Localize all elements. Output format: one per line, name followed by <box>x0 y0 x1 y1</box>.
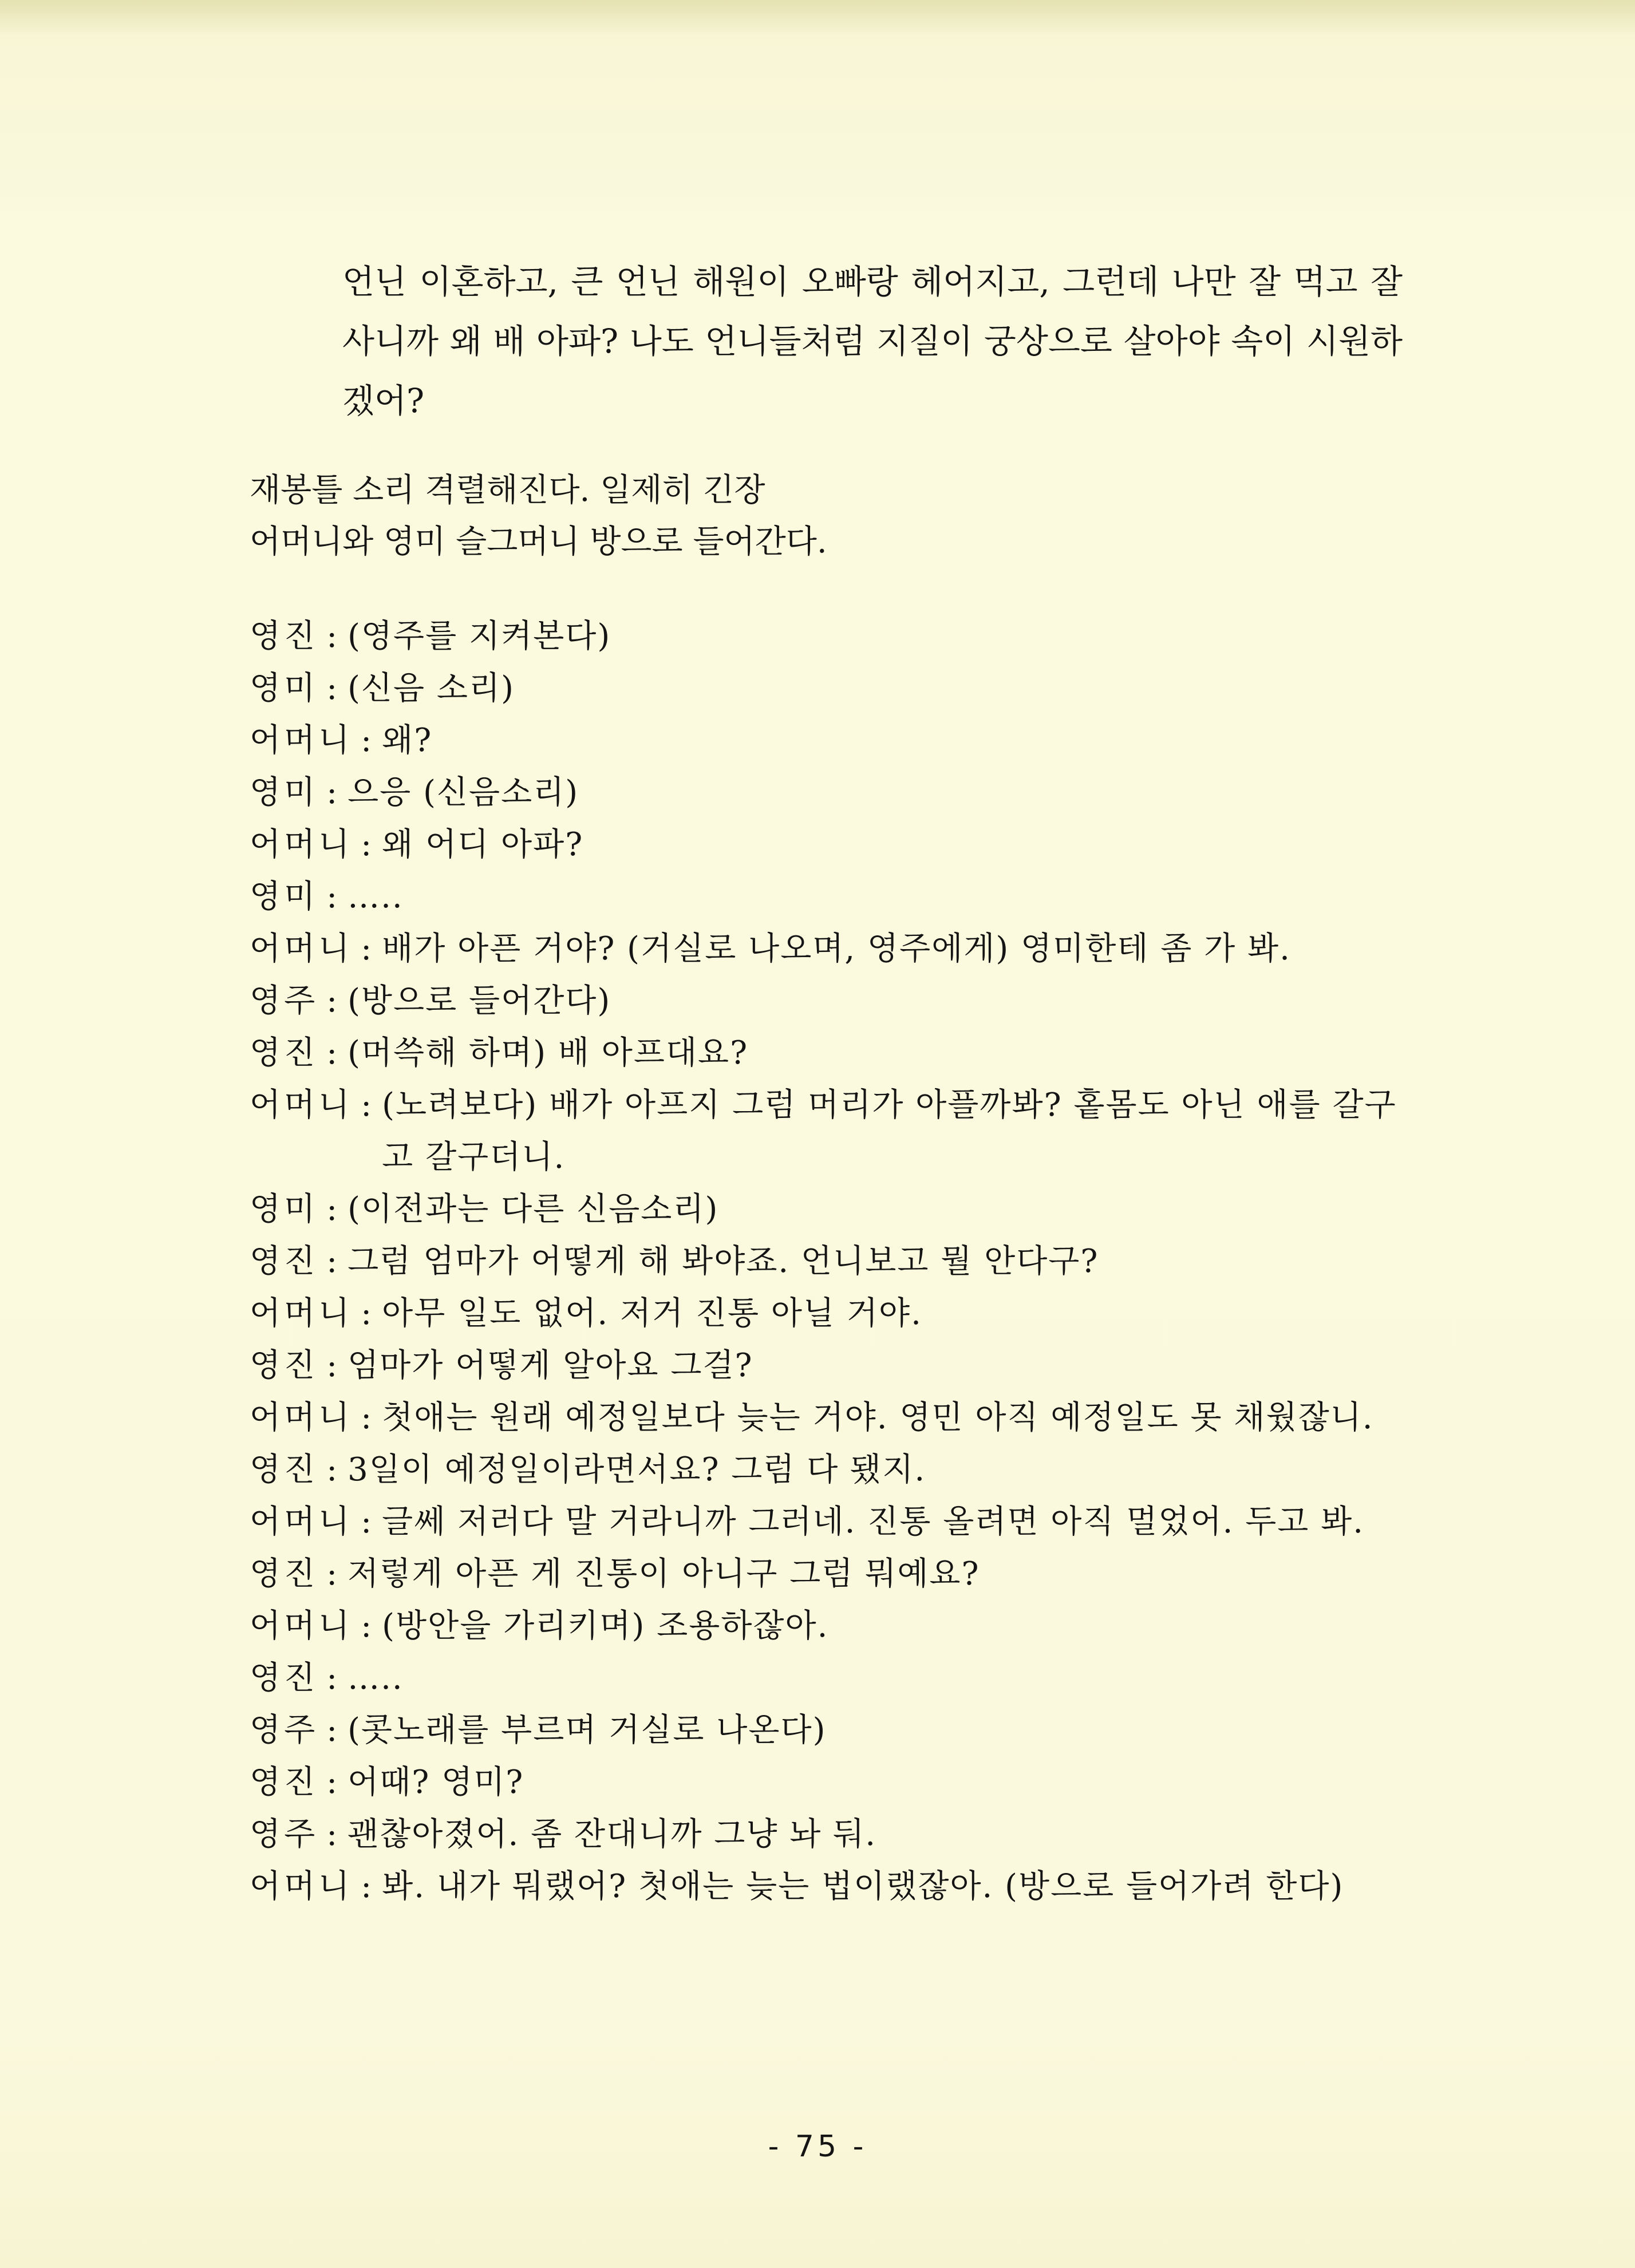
dialogue-text: (노려보다) 배가 아프지 그럼 머리가 아플까봐? 홑몸도 아닌 애를 갈구고 갈구더니. <box>382 1086 1397 1176</box>
speaker-name: 영진 <box>250 1243 319 1280</box>
dialogue-line <box>250 1496 1404 1548</box>
dialogue-text: (영주를 지켜본다) <box>347 618 611 655</box>
page-number: - 75 - <box>768 2129 867 2164</box>
speaker-name: 영진 <box>250 1034 319 1072</box>
speaker-separator: : <box>326 774 338 811</box>
dialogue-line <box>250 871 1404 923</box>
dialogue-line <box>250 1860 1404 1913</box>
speaker-name: 어머니 <box>250 1399 353 1436</box>
dialogue-line <box>250 1287 1404 1340</box>
speaker-separator: : <box>361 1399 372 1436</box>
dialogue-text: (이전과는 다른 신음소리) <box>347 1191 719 1228</box>
page-top-edge <box>0 0 1635 34</box>
dialogue-text: 배가 아픈 거야? (거실로 나오며, 영주에게) 영미한테 좀 가 봐. <box>382 930 1291 967</box>
speaker-name: 영미 <box>250 878 319 915</box>
speaker-name: 어머니 <box>250 1503 353 1540</box>
speaker-name: 어머니 <box>250 1607 353 1645</box>
speaker-name: 어머니 <box>250 722 353 759</box>
dialogue-text: 아무 일도 없어. 저거 진통 아닐 거야. <box>382 1295 922 1332</box>
dialogue-text: (신음 소리) <box>347 670 515 707</box>
speaker-name: 영진 <box>250 1659 319 1697</box>
speaker-separator: : <box>326 1764 338 1801</box>
dialogue-line <box>250 1652 1404 1704</box>
speaker-separator: : <box>326 1555 338 1593</box>
dialogue-line <box>250 1600 1404 1652</box>
dialogue-text: (머쓱해 하며) 배 아프대요? <box>347 1034 749 1072</box>
speaker-separator: : <box>326 1816 338 1853</box>
speaker-separator: : <box>326 1712 338 1749</box>
dialogue-line <box>250 819 1404 871</box>
continued-dialogue-text: 언닌 이혼하고, 큰 언닌 해원이 오빠랑 헤어지고, 그런데 나만 잘 먹고 잘 사니까 왜 배 아파? 나도 언니들처럼 지질이 궁상으로 살아야 속이 시원하겠어? <box>342 262 1403 420</box>
stage-directions <box>250 465 1395 568</box>
speaker-separator: : <box>361 826 372 863</box>
speaker-separator: : <box>326 1034 338 1072</box>
dialogue-line <box>250 1444 1404 1496</box>
speaker-name: 어머니 <box>250 1086 353 1124</box>
speaker-separator: : <box>326 1347 338 1384</box>
dialogue-line <box>250 1079 1404 1183</box>
speaker-separator: : <box>361 1295 372 1332</box>
dialogue-text: 왜? <box>382 722 433 759</box>
dialogue-text: (방안을 가리키며) 조용하잖아. <box>382 1607 829 1645</box>
dialogue-line <box>250 1027 1404 1079</box>
speaker-name: 영진 <box>250 1764 319 1801</box>
dialogue-line <box>250 1808 1404 1860</box>
speaker-separator: : <box>326 982 338 1020</box>
dialogue-text: 글쎄 저러다 말 거라니까 그러네. 진통 올려면 아직 멀었어. 두고 봐. <box>382 1503 1365 1540</box>
dialogue-text: 어때? 영미? <box>347 1764 524 1801</box>
dialogue-block <box>250 610 1404 1913</box>
dialogue-text: 으응 (신음소리) <box>347 774 579 811</box>
dialogue-text: 3일이 예정일이라면서요? 그럼 다 됐지. <box>347 1451 926 1488</box>
dialogue-text: (방으로 들어간다) <box>347 982 611 1020</box>
speaker-separator: : <box>326 878 338 915</box>
speaker-name: 영주 <box>250 982 319 1020</box>
dialogue-text: 저렇게 아픈 게 진통이 아니구 그럼 뭐예요? <box>347 1555 980 1593</box>
speaker-name: 어머니 <box>250 826 353 863</box>
speaker-name: 어머니 <box>250 930 353 967</box>
dialogue-line <box>250 1340 1404 1392</box>
dialogue-line <box>250 1392 1404 1444</box>
speaker-name: 영진 <box>250 1555 319 1593</box>
speaker-name: 어머니 <box>250 1868 353 1905</box>
dialogue-text: 괜찮아졌어. 좀 잔대니까 그냥 놔 둬. <box>347 1816 877 1853</box>
speaker-separator: : <box>361 1086 372 1124</box>
dialogue-text: ….. <box>347 1659 404 1697</box>
dialogue-text: 엄마가 어떻게 알아요 그걸? <box>347 1347 753 1384</box>
dialogue-text: 왜 어디 아파? <box>382 826 584 863</box>
speaker-separator: : <box>361 722 372 759</box>
dialogue-line <box>250 923 1404 975</box>
speaker-name: 영미 <box>250 774 319 811</box>
dialogue-line <box>250 766 1404 819</box>
dialogue-line <box>250 1704 1404 1756</box>
speaker-name: 어머니 <box>250 1295 353 1332</box>
speaker-name: 영진 <box>250 1451 319 1488</box>
speaker-separator: : <box>326 1243 338 1280</box>
speaker-separator: : <box>361 1503 372 1540</box>
dialogue-text: (콧노래를 부르며 거실로 나온다) <box>347 1712 827 1749</box>
stage-direction: 어머니와 영미 슬그머니 방으로 들어간다. <box>250 523 827 560</box>
speaker-separator: : <box>326 670 338 707</box>
dialogue-line <box>250 662 1404 714</box>
speaker-name: 영진 <box>250 618 319 655</box>
dialogue-line <box>250 1548 1404 1600</box>
dialogue-text: 봐. 내가 뭐랬어? 첫애는 늦는 법이랬잖아. (방으로 들어가려 한다) <box>382 1868 1344 1905</box>
speaker-separator: : <box>326 1451 338 1488</box>
speaker-separator: : <box>326 1659 338 1697</box>
speaker-separator: : <box>361 1868 372 1905</box>
dialogue-text: 첫애는 원래 예정일보다 늦는 거야. 영민 아직 예정일도 못 채웠잖니. <box>382 1399 1374 1436</box>
dialogue-line <box>250 1756 1404 1808</box>
dialogue-line <box>250 1183 1404 1235</box>
speaker-name: 영주 <box>250 1712 319 1749</box>
speaker-name: 영미 <box>250 1191 319 1228</box>
dialogue-line <box>250 610 1404 662</box>
dialogue-line <box>250 714 1404 766</box>
dialogue-line <box>250 975 1404 1027</box>
speaker-name: 영미 <box>250 670 319 707</box>
dialogue-text: 그럼 엄마가 어떻게 해 봐야죠. 언니보고 뭘 안다구? <box>347 1243 1099 1280</box>
speaker-separator: : <box>326 1191 338 1228</box>
speaker-separator: : <box>361 930 372 967</box>
speaker-separator: : <box>361 1607 372 1645</box>
speaker-separator: : <box>326 618 338 655</box>
stage-direction: 재봉틀 소리 격렬해진다. 일제히 긴장 <box>250 472 765 509</box>
dialogue-text: ….. <box>347 878 404 915</box>
dialogue-line <box>250 1235 1404 1287</box>
speaker-name: 영주 <box>250 1816 319 1853</box>
speaker-name: 영진 <box>250 1347 319 1384</box>
